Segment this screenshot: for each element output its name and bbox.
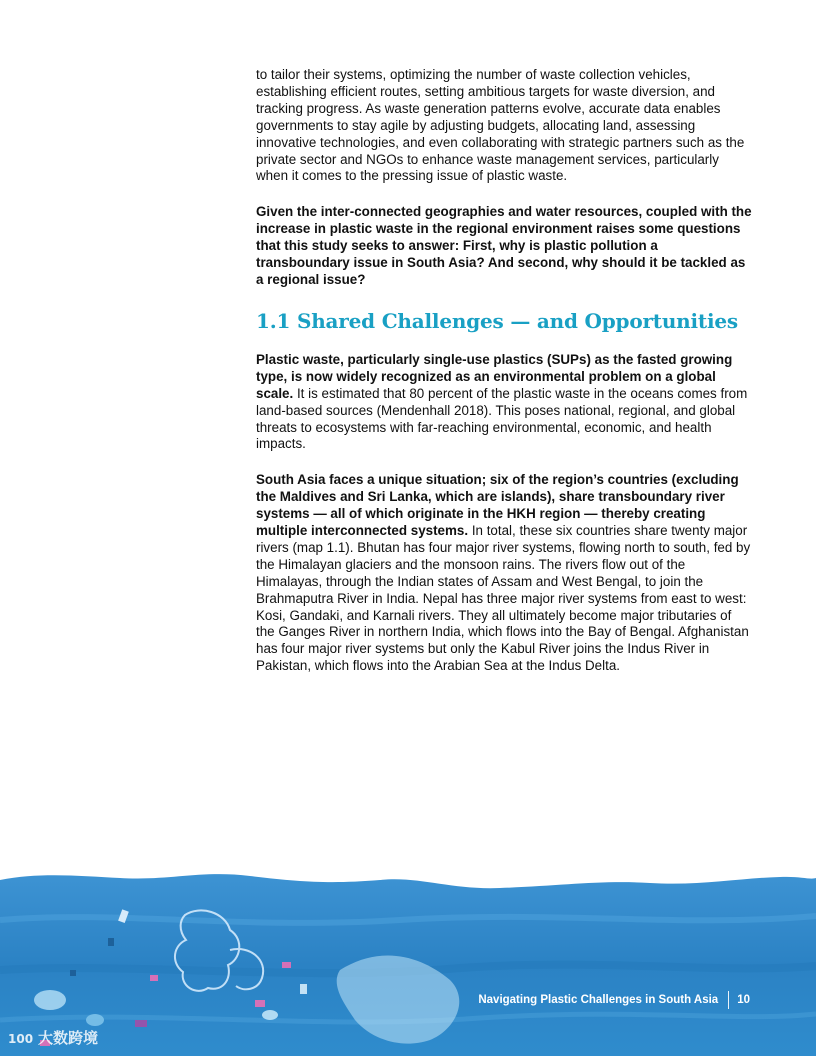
plastic-waste-text: It is estimated that 80 percent of the plastic waste in the oceans comes from land-based sources (Mendenhall 2018). This poses national, regional, and global threats to ecosystems with far-reaching environmental, economic, and health impacts. (256, 385, 748, 452)
paragraph-plastic-waste (256, 352, 752, 453)
ocean-illustration (0, 850, 816, 1056)
svg-text:100: 100 (8, 1031, 34, 1046)
plastic-waste-bold-lead: Plastic waste, particularly single-use plastics (SUPs) as the fasted growing type, is now widely recognized as an environmental problem on a global scale. (256, 351, 733, 401)
page-footer (478, 990, 750, 1010)
watermark (8, 1027, 98, 1048)
footer-divider (728, 991, 729, 1009)
south-asia-text: In total, these six countries share twenty major rivers (map 1.1). Bhutan has four major river systems, flowing north to south, fed by the Himalayan glaciers and the monsoon rains. The rivers flow out of the Himalayas, through the Indian states of Assam and West Bengal, to join the Brahmaputra River in India. Nepal has three major river systems from east to west: Kosi, Gandaki, and Karnali rivers. They all ultimately become major tributaries of the Ganges River in northern India, which flows into the Bay of Bengal. Afghanistan has four major river systems but only the Kabul River joins the Indus River in Pakistan, which flows into the Arabian Sea at the Indus Delta. (256, 523, 751, 674)
main-text-column (256, 67, 752, 694)
watermark-logo-icon (8, 1029, 34, 1047)
footer-title: Navigating Plastic Challenges in South Asia (478, 994, 719, 1006)
paragraph-continued: to tailor their systems, optimizing the number of waste collection vehicles, establishing efficient routes, setting ambitious targets for waste diversion, and tracking progress. As waste generation patterns evolve, accurate data enables governments to stay agile by adjusting budgets, allocating land, assessing innovative technologies, and even collaborating with strategic partners such as the private sector and NGOs to enhance waste management services, particularly when it comes to the pressing issue of plastic waste. (256, 67, 745, 184)
watermark-text: 大数跨境 (38, 1030, 99, 1047)
page-number: 10 (737, 994, 750, 1006)
questions-bold-text: Given the inter-connected geographies and water resources, coupled with the increase in plastic waste in the regional environment raises some questions that this study seeks to answer: First, why is plastic pollution a transboundary issue in South Asia? And second, why should it be tackled as a regional issue? (256, 204, 752, 287)
paragraph-questions (256, 204, 752, 289)
south-asia-bold-lead: South Asia faces a unique situation; six of the region’s countries (excluding the Maldives and Sri Lanka, which are islands), share transboundary river systems — all of which originate in the HKH region — thereby creating multiple interconnected systems. (256, 472, 739, 539)
paragraph-south-asia (256, 472, 752, 675)
section-heading: 1.1 Shared Challenges — and Opportunities (256, 308, 738, 333)
